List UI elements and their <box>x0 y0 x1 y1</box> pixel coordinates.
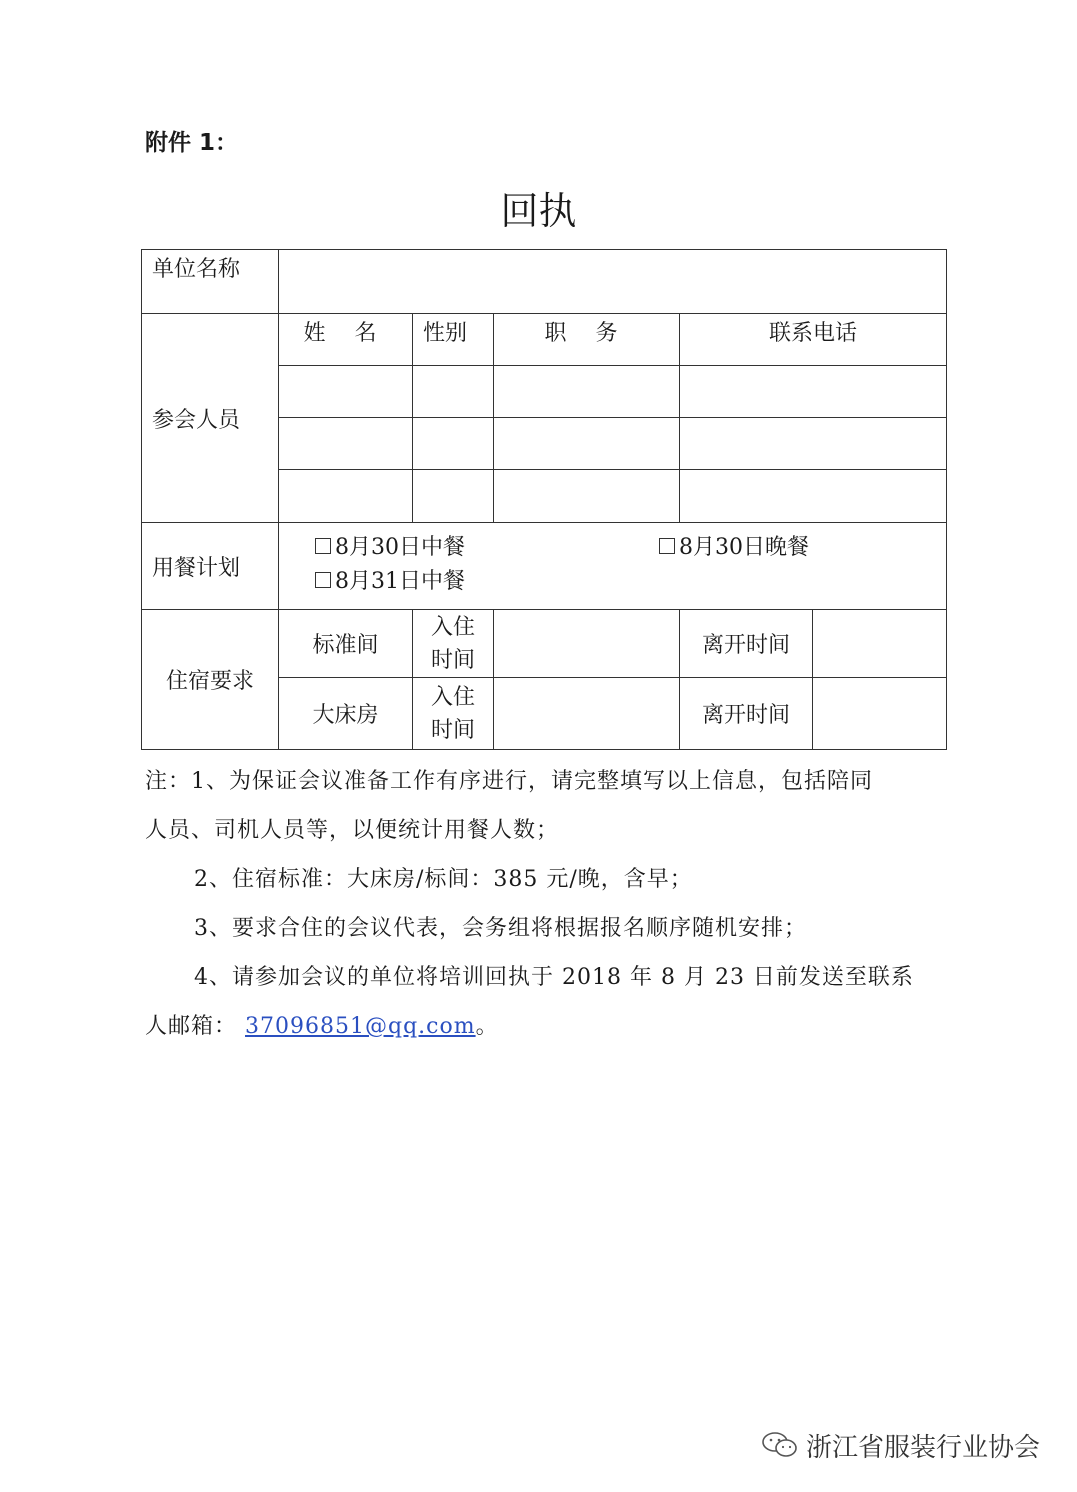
meal-option-0831-lunch[interactable]: 8月31日中餐 <box>315 565 946 599</box>
attachment-label: 附件 1： <box>145 130 239 156</box>
page-title: 回执 <box>500 189 577 233</box>
notes-section <box>145 757 945 1051</box>
room-type-standard: 标准间 <box>279 610 413 678</box>
attendee-phone-cell[interactable] <box>680 366 947 418</box>
checkin-time-label: 入住 时间 <box>413 610 494 678</box>
checkin-time-field[interactable] <box>494 678 680 750</box>
checkout-time-label: 离开时间 <box>680 678 813 750</box>
meal-options <box>279 523 947 610</box>
attendee-gender-cell[interactable] <box>413 418 494 470</box>
wechat-icon <box>760 1430 800 1467</box>
note-4-line-1: 4、请参加会议的单位将培训回执于 2018 年 8 月 23 日前发送至联系 <box>194 965 914 990</box>
attendee-phone-cell[interactable] <box>680 470 947 523</box>
checkout-time-field[interactable] <box>813 678 947 750</box>
meal-option-0830-lunch[interactable]: 8月30日中餐 <box>315 531 946 565</box>
email-link[interactable]: 37096851@qq.com <box>245 1014 476 1039</box>
attendee-gender-cell[interactable] <box>413 366 494 418</box>
watermark <box>760 1427 1040 1467</box>
note-1-line-2: 人员、司机人员等，以便统计用餐人数； <box>145 818 560 843</box>
header-gender: 性别 <box>413 314 494 366</box>
attendee-position-cell[interactable] <box>494 366 680 418</box>
checkbox[interactable] <box>315 538 331 554</box>
attendee-name-cell[interactable] <box>279 470 413 523</box>
attendee-name-cell[interactable] <box>279 418 413 470</box>
attendee-gender-cell[interactable] <box>413 470 494 523</box>
unit-name-field[interactable] <box>279 250 947 314</box>
attendee-position-cell[interactable] <box>494 418 680 470</box>
header-phone: 联系电话 <box>680 314 947 366</box>
watermark-text: 浙江省服装行业协会 <box>806 1433 1041 1463</box>
meal-option-0830-dinner[interactable]: 8月30日晚餐 <box>659 531 809 565</box>
note-2: 2、住宿标准：大床房/标间：385 元/晚，含早； <box>194 867 693 892</box>
checkout-time-label: 离开时间 <box>680 610 813 678</box>
room-type-king: 大床房 <box>279 678 413 750</box>
attendees-label: 参会人员 <box>142 314 279 523</box>
checkout-time-field[interactable] <box>813 610 947 678</box>
attendee-name-cell[interactable] <box>279 366 413 418</box>
meal-plan-label: 用餐计划 <box>142 523 279 610</box>
note-4-line-2: 人邮箱： 37096851@qq.com。 <box>145 1014 499 1039</box>
lodging-label: 住宿要求 <box>142 610 279 750</box>
checkbox[interactable] <box>659 538 675 554</box>
header-name: 姓 名 <box>279 314 413 366</box>
attendee-position-cell[interactable] <box>494 470 680 523</box>
checkin-time-label: 入住 时间 <box>413 678 494 750</box>
unit-name-label: 单位名称 <box>142 250 279 314</box>
reply-form-table <box>141 249 947 750</box>
header-position: 职 务 <box>494 314 680 366</box>
attendee-phone-cell[interactable] <box>680 418 947 470</box>
note-1-line-1: 注：1、为保证会议准备工作有序进行，请完整填写以上信息，包括陪同 <box>145 769 873 794</box>
checkbox[interactable] <box>315 572 331 588</box>
note-3: 3、要求合住的会议代表，会务组将根据报名顺序随机安排； <box>194 916 807 941</box>
checkin-time-field[interactable] <box>494 610 680 678</box>
